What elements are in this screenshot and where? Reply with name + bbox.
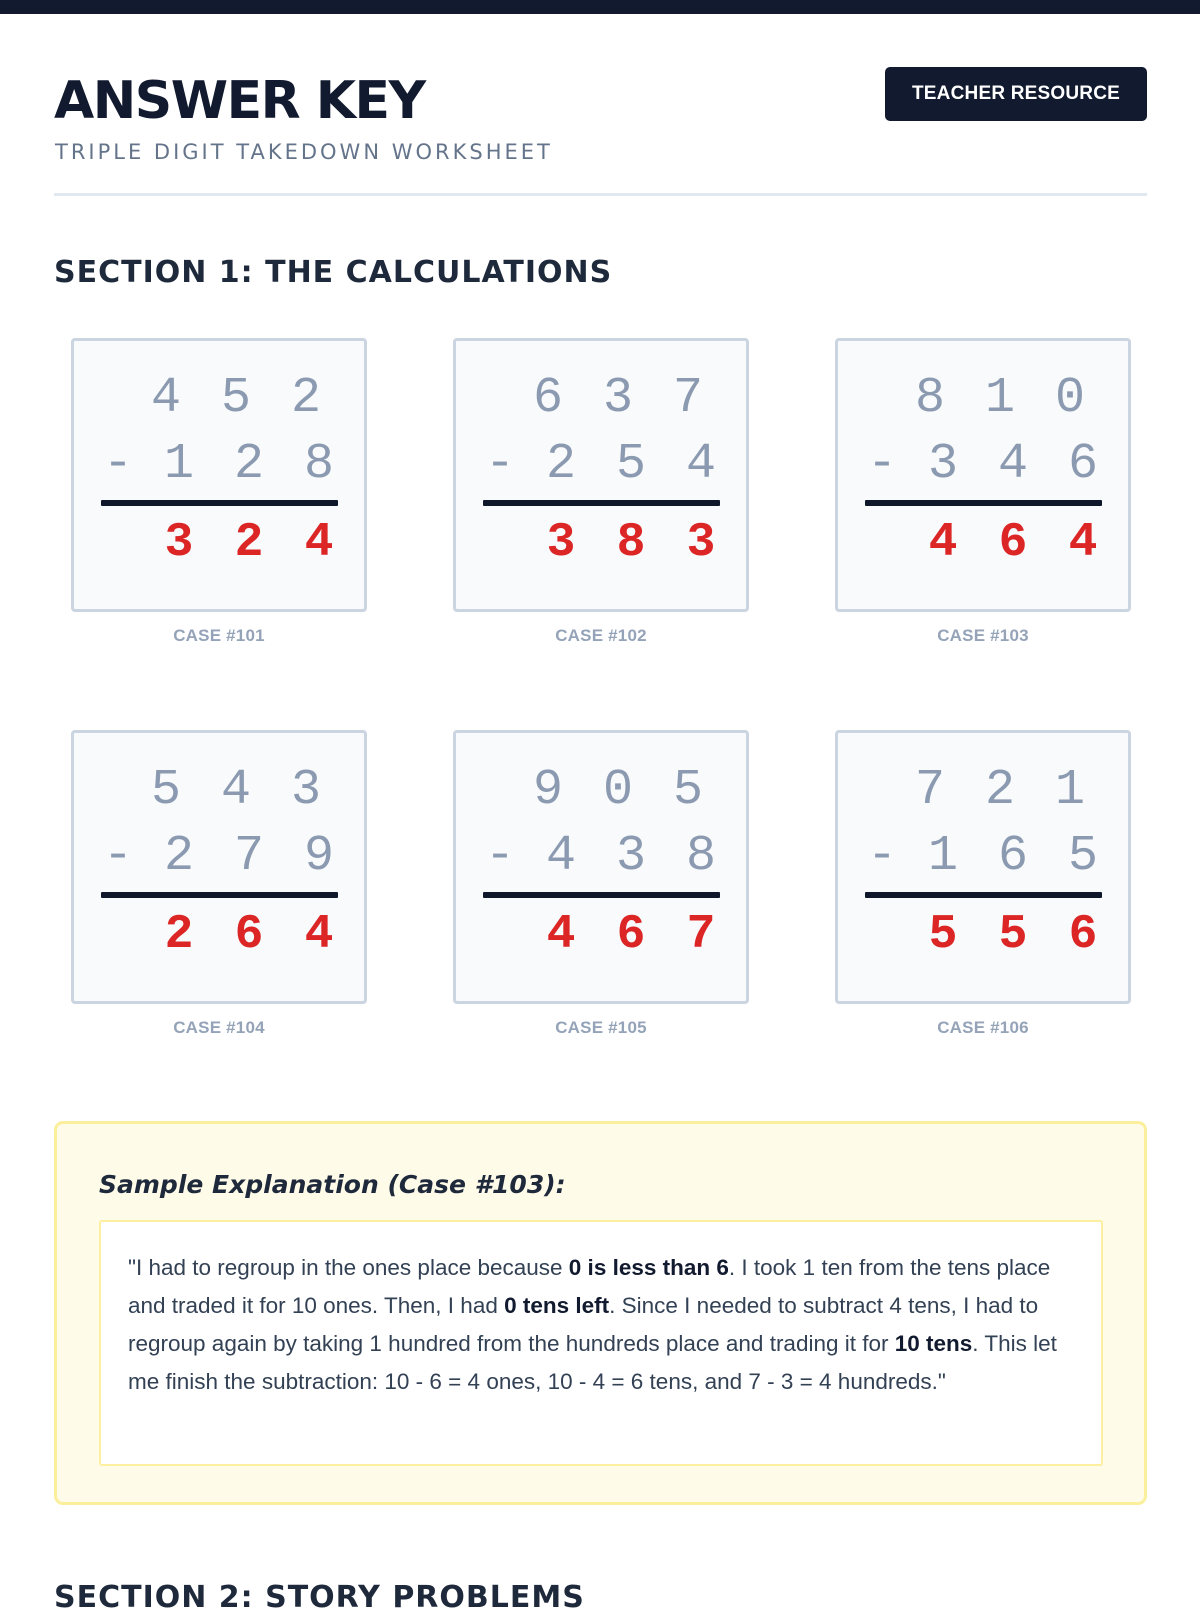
answer-digit: 2 [234, 516, 264, 570]
minus-sign: - [102, 828, 133, 885]
answer-digit: 3 [164, 516, 194, 570]
answer-digit: 6 [234, 908, 264, 962]
digit: 3 [290, 762, 321, 819]
digit: 7 [914, 762, 945, 819]
explanation-title: Sample Explanation (Case #103): [99, 1170, 566, 1199]
explanation-text: "I had to regroup in the ones place because [128, 1255, 569, 1280]
explanation-emphasis: 10 tens [894, 1331, 973, 1356]
digit: 8 [685, 828, 716, 885]
minus-sign: - [866, 828, 897, 885]
digit: 5 [1067, 828, 1098, 885]
page-subtitle: TRIPLE DIGIT TAKEDOWN WORKSHEET [55, 140, 553, 164]
answer-digit: 4 [546, 908, 576, 962]
answer-rule [483, 500, 720, 506]
case-label: CASE #104 [173, 1018, 265, 1037]
explanation-quote [99, 1220, 1103, 1466]
case-label: CASE #101 [173, 626, 265, 645]
answer-digit: 6 [616, 908, 646, 962]
digit: 6 [1067, 436, 1098, 493]
minus-sign: - [866, 436, 897, 493]
answer-rule [101, 500, 338, 506]
digit: 9 [532, 762, 563, 819]
digit: 5 [615, 436, 646, 493]
digit: 9 [303, 828, 334, 885]
digit: 7 [672, 370, 703, 427]
answer-rule [101, 892, 338, 898]
digit: 5 [150, 762, 181, 819]
digit: 4 [150, 370, 181, 427]
answer-digit: 5 [928, 908, 958, 962]
minus-sign: - [484, 828, 515, 885]
problem-card [835, 730, 1131, 1004]
answer-digit: 6 [1068, 908, 1098, 962]
digit: 5 [220, 370, 251, 427]
digit: 5 [672, 762, 703, 819]
answer-digit: 4 [928, 516, 958, 570]
teacher-resource-badge: TEACHER RESOURCE [885, 67, 1147, 121]
explanation-text: . This let me finish the subtraction: 10 - 6 = 4 ones, 10 - 4 = 6 tens, and 7 - 3 = 4 hundreds." [128, 1331, 1057, 1394]
top-accent-bar [0, 0, 1200, 14]
digit: 4 [220, 762, 251, 819]
answer-digit: 7 [686, 908, 716, 962]
digit: 1 [927, 828, 958, 885]
digit: 2 [545, 436, 576, 493]
case-label: CASE #103 [937, 626, 1029, 645]
digit: 8 [914, 370, 945, 427]
page-title: ANSWER KEY [54, 71, 425, 131]
answer-digit: 3 [686, 516, 716, 570]
minus-sign: - [484, 436, 515, 493]
digit: 2 [233, 436, 264, 493]
answer-digit: 6 [998, 516, 1028, 570]
digit: 2 [984, 762, 1015, 819]
answer-digit: 5 [998, 908, 1028, 962]
case-label: CASE #105 [555, 1018, 647, 1037]
answer-digit: 4 [304, 908, 334, 962]
digit: 1 [163, 436, 194, 493]
digit: 3 [927, 436, 958, 493]
digit: 3 [615, 828, 646, 885]
case-label: CASE #106 [937, 1018, 1029, 1037]
answer-digit: 2 [164, 908, 194, 962]
answer-rule [865, 500, 1102, 506]
digit: 1 [1054, 762, 1085, 819]
digit: 0 [1054, 370, 1085, 427]
explanation-text: . I took 1 ten from the tens place and traded it for 10 ones. Then, I had [128, 1255, 1051, 1318]
digit: 6 [997, 828, 1028, 885]
minus-sign: - [102, 436, 133, 493]
answer-digit: 3 [546, 516, 576, 570]
explanation-emphasis: 0 tens left [504, 1293, 610, 1318]
problem-card [453, 338, 749, 612]
case-label: CASE #102 [555, 626, 647, 645]
digit: 2 [163, 828, 194, 885]
explanation-text: . Since I needed to subtract 4 tens, I had to regroup again by taking 1 hundred from the hundreds place and trading it for [128, 1293, 1039, 1356]
section-1-title: SECTION 1: THE CALCULATIONS [54, 255, 613, 290]
answer-digit: 4 [1068, 516, 1098, 570]
problem-card [835, 338, 1131, 612]
sample-explanation-panel [54, 1121, 1147, 1505]
problem-card [71, 730, 367, 1004]
problem-card [71, 338, 367, 612]
digit: 4 [997, 436, 1028, 493]
digit: 0 [602, 762, 633, 819]
digit: 4 [545, 828, 576, 885]
digit: 4 [685, 436, 716, 493]
explanation-emphasis: 0 is less than 6 [568, 1255, 729, 1280]
answer-digit: 4 [304, 516, 334, 570]
digit: 3 [602, 370, 633, 427]
problem-card [453, 730, 749, 1004]
page-header [54, 66, 1147, 196]
answer-rule [483, 892, 720, 898]
section-2-title: SECTION 2: STORY PROBLEMS [54, 1580, 585, 1615]
answer-digit: 8 [616, 516, 646, 570]
digit: 1 [984, 370, 1015, 427]
digit: 8 [303, 436, 334, 493]
digit: 7 [233, 828, 264, 885]
digit: 2 [290, 370, 321, 427]
digit: 6 [532, 370, 563, 427]
answer-rule [865, 892, 1102, 898]
